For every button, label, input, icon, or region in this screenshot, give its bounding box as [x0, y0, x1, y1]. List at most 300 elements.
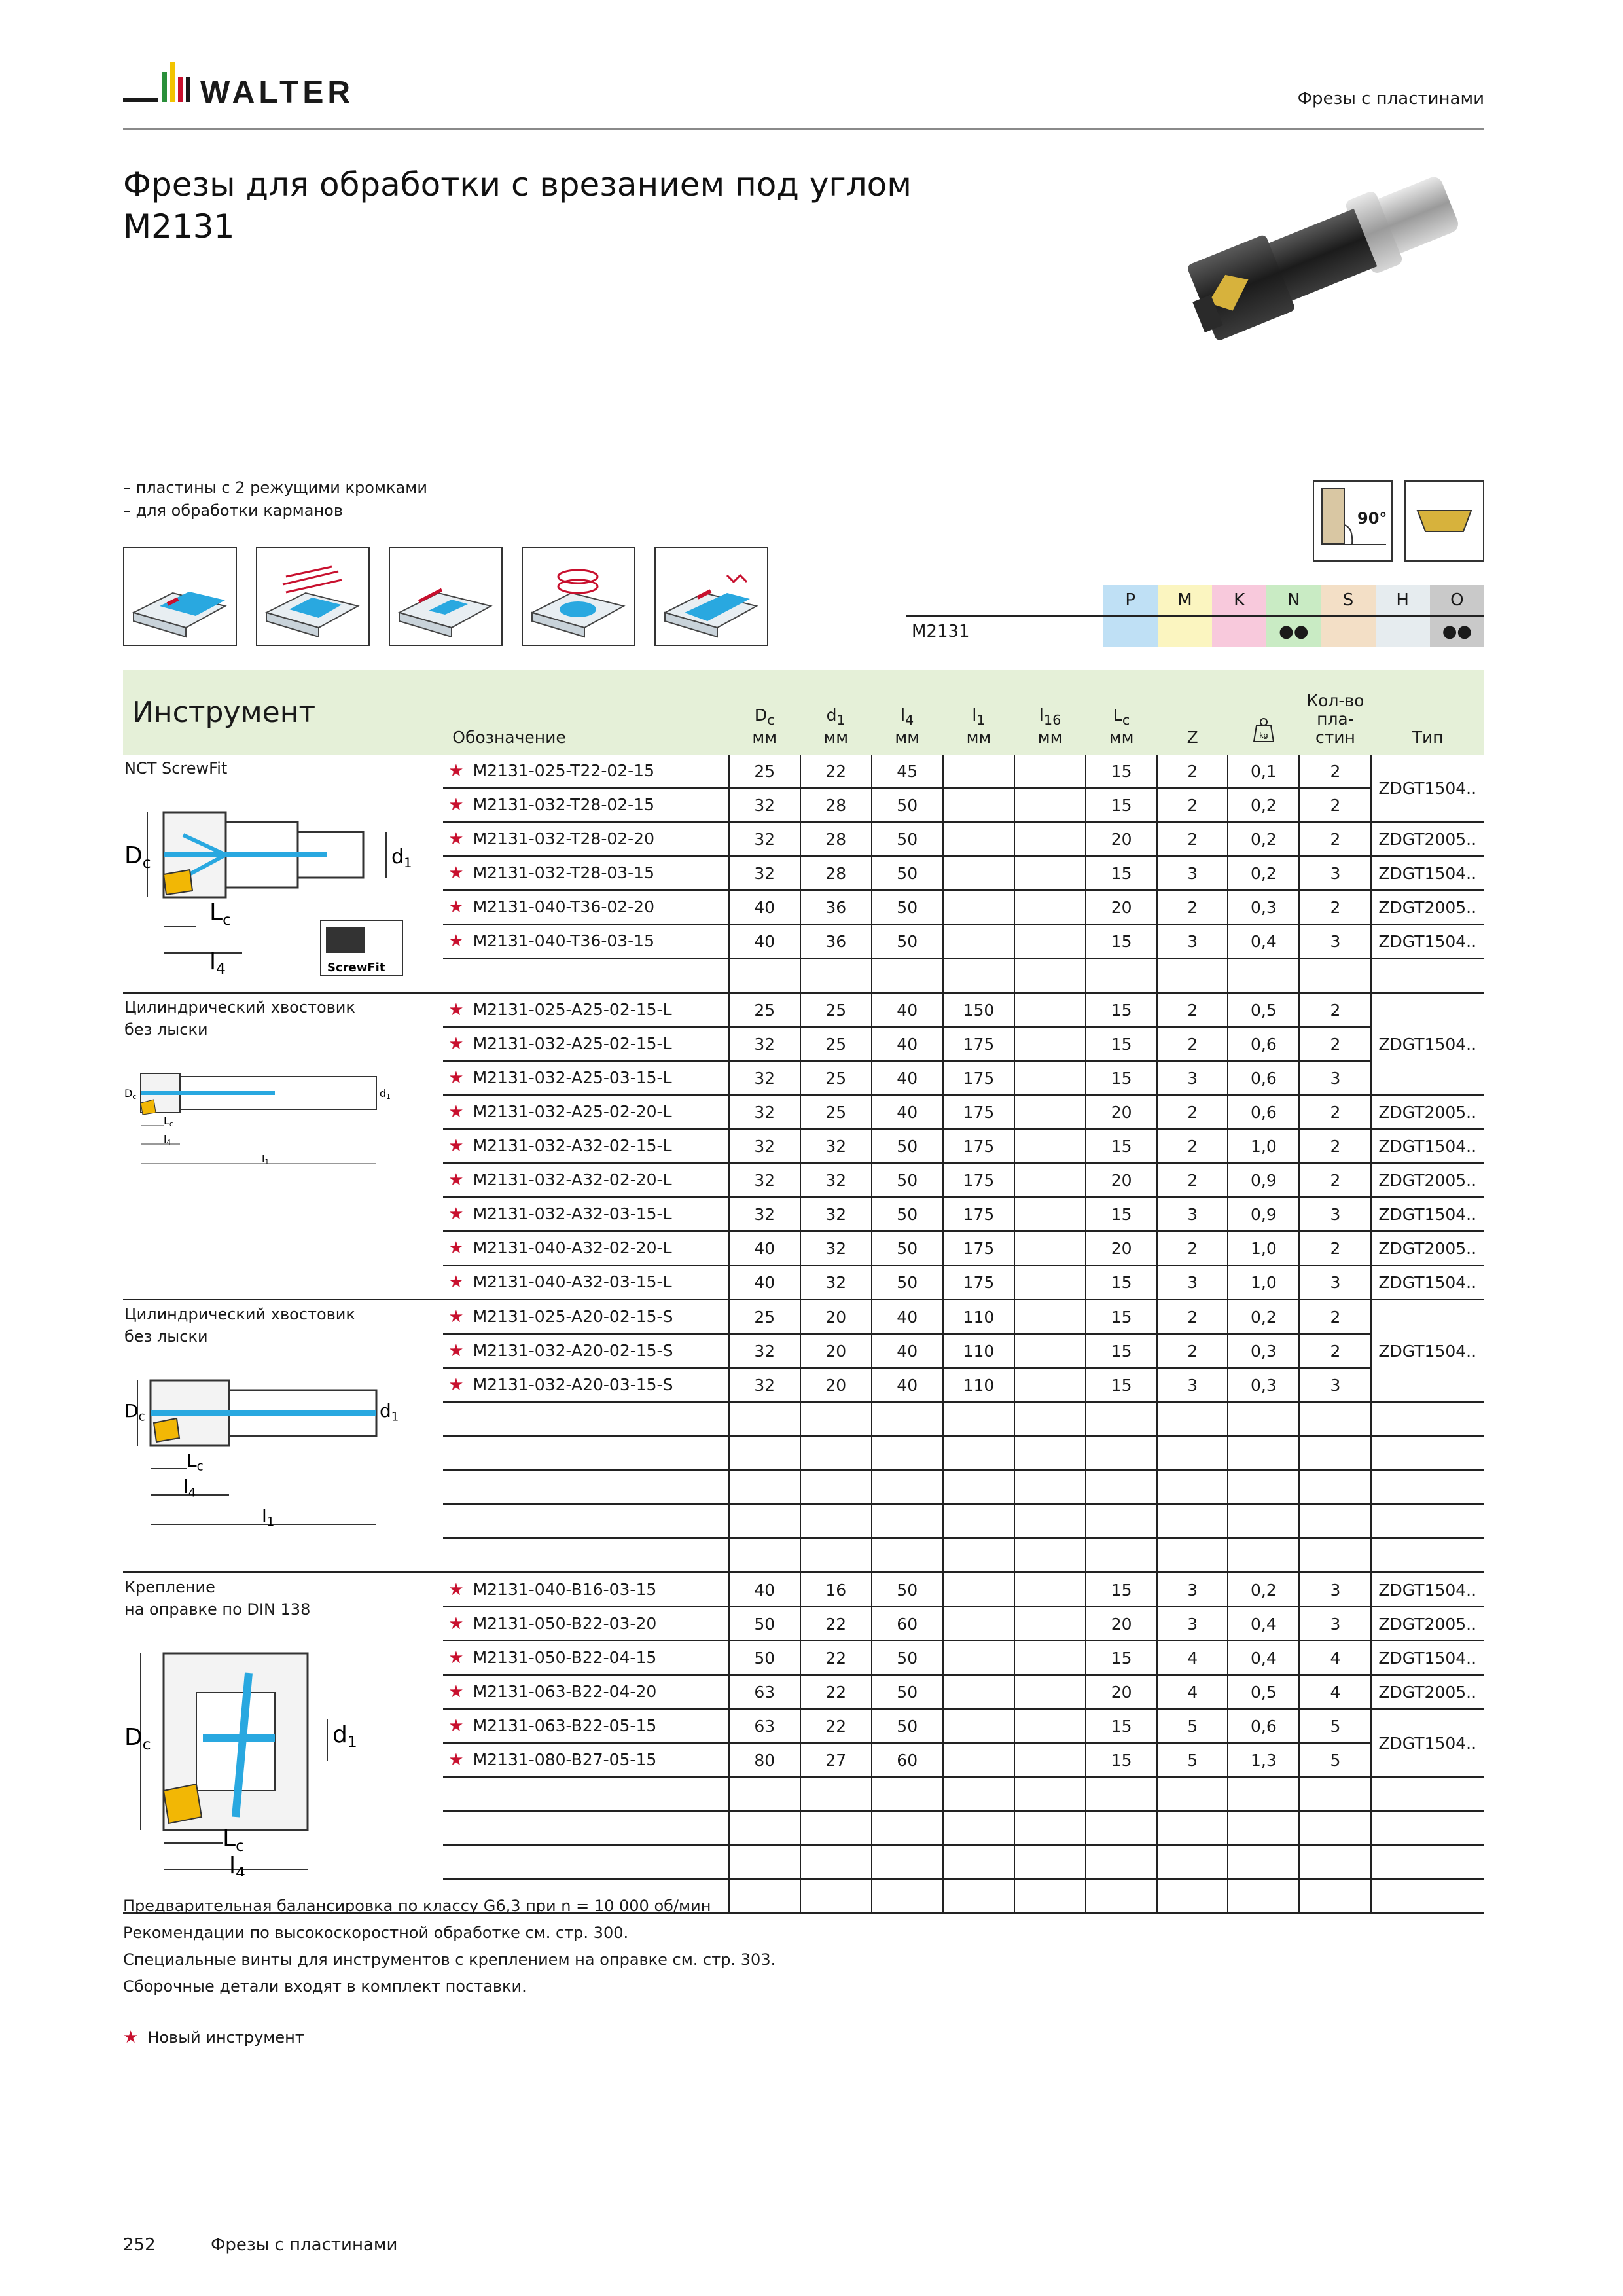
cell-l4: 40 [872, 1334, 943, 1368]
designation-cell [443, 1129, 728, 1163]
cell-kg: 0,3 [1228, 1334, 1299, 1368]
new-tool-star-icon: ★ [448, 1272, 464, 1292]
cell-count: 2 [1299, 1095, 1371, 1129]
empty-cell [1157, 1470, 1228, 1504]
cell-l4: 60 [872, 1743, 943, 1777]
empty-cell [1014, 1504, 1086, 1538]
empty-cell [1228, 1538, 1299, 1573]
cell-count: 4 [1299, 1675, 1371, 1709]
empty-cell [1299, 1811, 1371, 1845]
cell-l1: 175 [943, 1061, 1014, 1095]
table-row [123, 755, 1484, 788]
empty-cell [800, 1538, 872, 1573]
empty-cell [443, 1436, 728, 1470]
designation-cell [443, 1573, 728, 1607]
empty-cell [1014, 1470, 1086, 1504]
empty-cell [1157, 1538, 1228, 1573]
empty-cell [1228, 1436, 1299, 1470]
cell-l1 [943, 856, 1014, 890]
empty-cell [1299, 958, 1371, 993]
cell-dc: 32 [729, 822, 800, 856]
empty-cell [872, 1470, 943, 1504]
col-l16: $l_{16}$ мм [1014, 670, 1086, 755]
designation: M2131-032-A20-02-15-S [473, 1341, 673, 1360]
empty-cell [943, 958, 1014, 993]
cell-l1 [943, 822, 1014, 856]
designation: M2131-032-A25-03-15-L [473, 1068, 672, 1087]
cell-type: ZDGT2005.. [1371, 1163, 1484, 1197]
empty-cell [872, 1436, 943, 1470]
cell-kg: 0,9 [1228, 1163, 1299, 1197]
svg-text:l4: $l_4$ [183, 1476, 196, 1500]
empty-cell [943, 1504, 1014, 1538]
cell-lc: 15 [1086, 755, 1157, 788]
cell-lc: 20 [1086, 1607, 1157, 1641]
cell-count: 2 [1299, 1300, 1371, 1335]
empty-cell [1157, 1811, 1228, 1845]
designation: M2131-032-A20-03-15-S [473, 1375, 673, 1394]
svg-text:Lc: $L_c$ [187, 1450, 204, 1474]
group-title: Крепление [124, 1578, 215, 1596]
cell-lc: 15 [1086, 1197, 1157, 1231]
footer-section: Фрезы с пластинами [211, 2235, 398, 2255]
designation-cell [443, 1231, 728, 1265]
logo-mark-icon [123, 58, 202, 117]
empty-cell [729, 1402, 800, 1436]
new-tool-star-icon: ★ [448, 1341, 464, 1361]
cell-dc: 63 [729, 1675, 800, 1709]
footnote: Предварительная балансировка по классу G6,3 при n = 10 000 об/мин [123, 1897, 711, 1915]
cell-d1: 25 [800, 1095, 872, 1129]
cell-l1: 175 [943, 1027, 1014, 1061]
empty-cell [800, 1879, 872, 1914]
empty-cell [943, 1402, 1014, 1436]
cell-dc: 80 [729, 1743, 800, 1777]
empty-cell [943, 1436, 1014, 1470]
page-title [123, 164, 912, 247]
cell-count: 3 [1299, 1573, 1371, 1607]
cell-z: 2 [1157, 1231, 1228, 1265]
cell-kg: 0,2 [1228, 1573, 1299, 1607]
cell-d1: 25 [800, 993, 872, 1028]
empty-cell [1228, 1402, 1299, 1436]
empty-cell [443, 1538, 728, 1573]
cell-type: ZDGT1504.. [1371, 1641, 1484, 1675]
empty-cell [443, 958, 728, 993]
empty-cell [1371, 1504, 1484, 1538]
empty-cell [1014, 1811, 1086, 1845]
empty-cell [943, 1538, 1014, 1573]
empty-cell [729, 958, 800, 993]
designation-cell [443, 924, 728, 958]
cell-lc: 15 [1086, 1641, 1157, 1675]
page-number: 252 [123, 2235, 156, 2255]
cell-type: ZDGT2005.. [1371, 1231, 1484, 1265]
cell-count: 3 [1299, 1368, 1371, 1402]
cell-l16 [1014, 993, 1086, 1028]
cell-dc: 32 [729, 1095, 800, 1129]
footnote: Сборочные детали входят в комплект поставки. [123, 1977, 527, 1996]
cell-l1 [943, 1573, 1014, 1607]
svg-text:Dc: $D_c$ [124, 842, 151, 872]
cell-lc: 15 [1086, 1743, 1157, 1777]
cell-l16 [1014, 1095, 1086, 1129]
material-row [906, 616, 1484, 647]
empty-cell [1157, 1879, 1228, 1914]
new-tool-star-icon: ★ [448, 1068, 464, 1088]
cell-d1: 20 [800, 1334, 872, 1368]
empty-cell [443, 1402, 728, 1436]
new-tool-star-icon: ★ [448, 863, 464, 883]
empty-cell [1228, 1879, 1299, 1914]
cell-l16 [1014, 1573, 1086, 1607]
svg-text:Lc: $L_c$ [164, 1115, 173, 1129]
cell-lc: 20 [1086, 1163, 1157, 1197]
empty-cell [729, 1436, 800, 1470]
cell-l16 [1014, 788, 1086, 822]
svg-text:Dc: $D_c$ [124, 1087, 137, 1102]
group-cell [123, 1573, 443, 1914]
cell-dc: 32 [729, 1334, 800, 1368]
cell-z: 2 [1157, 755, 1228, 788]
cell-l1 [943, 788, 1014, 822]
empty-cell [1086, 1879, 1157, 1914]
cell-d1: 20 [800, 1368, 872, 1402]
svg-text:d1: $d_1$ [391, 846, 412, 870]
legend [123, 2028, 304, 2047]
cell-l16 [1014, 1675, 1086, 1709]
svg-text:kg: kg [1259, 731, 1268, 740]
new-tool-star-icon: ★ [448, 1750, 464, 1770]
designation-cell [443, 1197, 728, 1231]
new-tool-star-icon: ★ [448, 1170, 464, 1190]
designation: M2131-063-B22-04-20 [473, 1682, 657, 1701]
cell-z: 3 [1157, 1607, 1228, 1641]
slot-milling-icon [389, 547, 503, 646]
new-tool-star-icon: ★ [448, 1307, 464, 1327]
material-p: P [1103, 585, 1158, 616]
empty-cell [1086, 1402, 1157, 1436]
cell-lc: 20 [1086, 822, 1157, 856]
cell-count: 2 [1299, 755, 1371, 788]
cell-kg: 0,9 [1228, 1197, 1299, 1231]
designation-cell [443, 1641, 728, 1675]
cell-lc: 20 [1086, 890, 1157, 924]
cell-d1: 28 [800, 788, 872, 822]
cell-dc: 50 [729, 1641, 800, 1675]
title-line-2: M2131 [123, 207, 235, 245]
cell-d1: 32 [800, 1231, 872, 1265]
designation-cell [443, 1095, 728, 1129]
designation: M2131-063-B22-05-15 [473, 1716, 657, 1735]
empty-cell [872, 1811, 943, 1845]
cell-l16 [1014, 1743, 1086, 1777]
cell-l1: 175 [943, 1163, 1014, 1197]
new-tool-star-icon: ★ [448, 1034, 464, 1054]
svg-text:ScrewFit: ScrewFit [327, 961, 385, 975]
cell-z: 2 [1157, 788, 1228, 822]
new-tool-star-icon: ★ [448, 1716, 464, 1736]
header-rule [123, 128, 1484, 130]
cell-l1: 110 [943, 1334, 1014, 1368]
cell-l4: 50 [872, 1675, 943, 1709]
cell-z: 2 [1157, 1095, 1228, 1129]
material-mark-h [1376, 616, 1430, 647]
empty-cell [800, 958, 872, 993]
designation: M2131-040-B16-03-15 [473, 1580, 657, 1599]
cell-lc: 20 [1086, 1231, 1157, 1265]
empty-cell [729, 1777, 800, 1811]
cell-z: 3 [1157, 1061, 1228, 1095]
designation: M2131-032-A32-03-15-L [473, 1204, 672, 1223]
empty-cell [943, 1470, 1014, 1504]
cell-type: ZDGT2005.. [1371, 822, 1484, 856]
designation: M2131-025-A25-02-15-L [473, 1000, 672, 1019]
material-h: H [1376, 585, 1430, 616]
table-row [123, 1300, 1484, 1335]
cell-count: 5 [1299, 1743, 1371, 1777]
product-photo [1171, 151, 1486, 386]
cell-kg: 0,5 [1228, 1675, 1299, 1709]
new-tool-star-icon: ★ [448, 1682, 464, 1702]
group-cell [123, 1300, 443, 1573]
cell-d1: 22 [800, 755, 872, 788]
cell-l4: 45 [872, 755, 943, 788]
cell-l1: 110 [943, 1368, 1014, 1402]
cell-l16 [1014, 1334, 1086, 1368]
cell-l16 [1014, 890, 1086, 924]
cell-d1: 22 [800, 1675, 872, 1709]
cell-dc: 32 [729, 1129, 800, 1163]
group-title: без лыски [124, 1327, 208, 1346]
new-tool-star-icon: ★ [448, 897, 464, 917]
cell-l16 [1014, 1300, 1086, 1335]
product-table [123, 670, 1484, 1914]
cell-z: 4 [1157, 1675, 1228, 1709]
empty-cell [872, 1538, 943, 1573]
svg-text:l4: $l_4$ [229, 1852, 245, 1876]
cell-count: 5 [1299, 1709, 1371, 1743]
designation-cell [443, 856, 728, 890]
empty-cell [1228, 1811, 1299, 1845]
empty-cell [872, 1777, 943, 1811]
designation-cell [443, 1709, 728, 1743]
tool-drawing [124, 1354, 443, 1554]
group-title: без лыски [124, 1020, 208, 1039]
cell-d1: 32 [800, 1129, 872, 1163]
designation-cell [443, 1027, 728, 1061]
cell-count: 2 [1299, 1129, 1371, 1163]
cell-l1: 175 [943, 1095, 1014, 1129]
cell-l1: 110 [943, 1300, 1014, 1335]
cell-dc: 32 [729, 1061, 800, 1095]
designation-cell [443, 993, 728, 1028]
designation: M2131-050-B22-04-15 [473, 1648, 657, 1667]
material-s: S [1321, 585, 1375, 616]
new-tool-star-icon: ★ [448, 761, 464, 781]
empty-cell [872, 1504, 943, 1538]
feature-item: – пластины с 2 режущими кромками [123, 478, 427, 497]
cell-d1: 25 [800, 1061, 872, 1095]
empty-cell [1086, 958, 1157, 993]
group-cell [123, 993, 443, 1300]
cell-z: 2 [1157, 890, 1228, 924]
col-d1: $d_1$ мм [800, 670, 872, 755]
group-title: Цилиндрический хвостовик [124, 1305, 355, 1323]
cell-d1: 28 [800, 856, 872, 890]
cell-d1: 22 [800, 1607, 872, 1641]
cell-l1 [943, 890, 1014, 924]
material-mark-m [1158, 616, 1212, 647]
cell-count: 3 [1299, 1265, 1371, 1300]
cell-lc: 15 [1086, 1265, 1157, 1300]
cell-type: ZDGT1504.. [1371, 1709, 1484, 1777]
cell-z: 3 [1157, 1368, 1228, 1402]
designation-cell [443, 788, 728, 822]
pocket-milling-icon [256, 547, 370, 646]
cell-dc: 32 [729, 856, 800, 890]
empty-cell [1299, 1470, 1371, 1504]
cell-kg: 1,0 [1228, 1231, 1299, 1265]
cell-d1: 25 [800, 1027, 872, 1061]
empty-cell [1371, 1402, 1484, 1436]
designation: M2131-040-T36-02-20 [473, 897, 654, 916]
empty-cell [943, 1811, 1014, 1845]
cell-l4: 40 [872, 993, 943, 1028]
cell-l1: 175 [943, 1265, 1014, 1300]
cell-z: 3 [1157, 856, 1228, 890]
cell-l4: 60 [872, 1607, 943, 1641]
empty-cell [1371, 1470, 1484, 1504]
cell-lc: 15 [1086, 1709, 1157, 1743]
designation-cell [443, 822, 728, 856]
empty-cell [1086, 1470, 1157, 1504]
svg-text:d1: $d_1$ [380, 1400, 399, 1424]
designation-cell [443, 1607, 728, 1641]
cell-l4: 50 [872, 1163, 943, 1197]
empty-cell [1014, 1879, 1086, 1914]
walter-logo [123, 58, 404, 117]
empty-cell [1014, 958, 1086, 993]
cell-dc: 25 [729, 755, 800, 788]
svg-text:l1: $l_1$ [262, 1505, 275, 1530]
empty-cell [872, 1845, 943, 1879]
designation-cell [443, 1061, 728, 1095]
cell-kg: 0,1 [1228, 755, 1299, 788]
empty-cell [1157, 1845, 1228, 1879]
empty-cell [1086, 1436, 1157, 1470]
cell-count: 3 [1299, 1197, 1371, 1231]
empty-cell [1014, 1402, 1086, 1436]
cell-dc: 32 [729, 1368, 800, 1402]
cell-dc: 63 [729, 1709, 800, 1743]
cell-type: ZDGT1504.. [1371, 993, 1484, 1096]
new-tool-star-icon: ★ [448, 795, 464, 815]
cell-kg: 0,4 [1228, 1607, 1299, 1641]
cell-type: ZDGT2005.. [1371, 1607, 1484, 1641]
new-tool-star-icon: ★ [448, 931, 464, 951]
cell-l16 [1014, 822, 1086, 856]
col-l1: $l_1$ мм [943, 670, 1014, 755]
cell-type: ZDGT1504.. [1371, 1129, 1484, 1163]
cell-lc: 15 [1086, 1334, 1157, 1368]
empty-cell [1086, 1538, 1157, 1573]
empty-cell [1371, 958, 1484, 993]
designation: M2131-080-B27-05-15 [473, 1750, 657, 1769]
empty-cell [1157, 958, 1228, 993]
cell-l16 [1014, 1607, 1086, 1641]
empty-cell [800, 1504, 872, 1538]
cell-l16 [1014, 1368, 1086, 1402]
cell-z: 2 [1157, 1300, 1228, 1335]
svg-text:d1: $d_1$ [332, 1721, 357, 1751]
title-line-1: Фрезы для обработки с врезанием под углом [123, 166, 912, 204]
cell-count: 3 [1299, 856, 1371, 890]
cell-kg: 1,3 [1228, 1743, 1299, 1777]
helical-interpolation-icon [522, 547, 635, 646]
empty-cell [1157, 1777, 1228, 1811]
cell-kg: 0,5 [1228, 993, 1299, 1028]
empty-cell [1014, 1436, 1086, 1470]
cell-lc: 20 [1086, 1675, 1157, 1709]
cell-count: 2 [1299, 1231, 1371, 1265]
designation-cell [443, 1300, 728, 1335]
cell-z: 5 [1157, 1709, 1228, 1743]
cell-count: 2 [1299, 993, 1371, 1028]
designation: M2131-040-T36-03-15 [473, 931, 654, 950]
new-tool-star-icon: ★ [448, 1580, 464, 1600]
cell-d1: 32 [800, 1163, 872, 1197]
cell-l1 [943, 1709, 1014, 1743]
designation-cell [443, 755, 728, 788]
cell-z: 2 [1157, 1334, 1228, 1368]
designation: M2131-025-A20-02-15-S [473, 1307, 673, 1326]
svg-text:Lc: $L_c$ [223, 1825, 244, 1856]
tool-drawing [124, 786, 443, 980]
cell-z: 3 [1157, 924, 1228, 958]
cell-kg: 0,4 [1228, 1641, 1299, 1675]
cell-l4: 40 [872, 1368, 943, 1402]
empty-cell [943, 1777, 1014, 1811]
cell-l4: 50 [872, 890, 943, 924]
cell-kg: 1,0 [1228, 1129, 1299, 1163]
cell-l4: 50 [872, 1641, 943, 1675]
svg-text:Dc: $D_c$ [124, 1400, 145, 1424]
cell-count: 2 [1299, 1027, 1371, 1061]
cell-z: 3 [1157, 1197, 1228, 1231]
svg-text:Dc: $D_c$ [124, 1724, 151, 1754]
cell-l4: 50 [872, 856, 943, 890]
cell-type: ZDGT1504.. [1371, 1265, 1484, 1300]
designation: M2131-032-A25-02-20-L [473, 1102, 672, 1121]
designation: M2131-032-A32-02-15-L [473, 1136, 672, 1155]
col-lc: $L_c$ мм [1086, 670, 1157, 755]
designation-cell [443, 1675, 728, 1709]
empty-cell [872, 1879, 943, 1914]
new-tool-star-icon: ★ [448, 1375, 464, 1395]
empty-cell [729, 1504, 800, 1538]
col-z: Z [1157, 670, 1228, 755]
cell-type: ZDGT1504.. [1371, 755, 1484, 822]
new-tool-star-icon: ★ [448, 1238, 464, 1258]
cell-l4: 50 [872, 1197, 943, 1231]
cell-d1: 27 [800, 1743, 872, 1777]
cell-count: 3 [1299, 924, 1371, 958]
empty-cell [800, 1436, 872, 1470]
cell-l16 [1014, 1197, 1086, 1231]
table-row [123, 1573, 1484, 1607]
cell-l4: 50 [872, 788, 943, 822]
